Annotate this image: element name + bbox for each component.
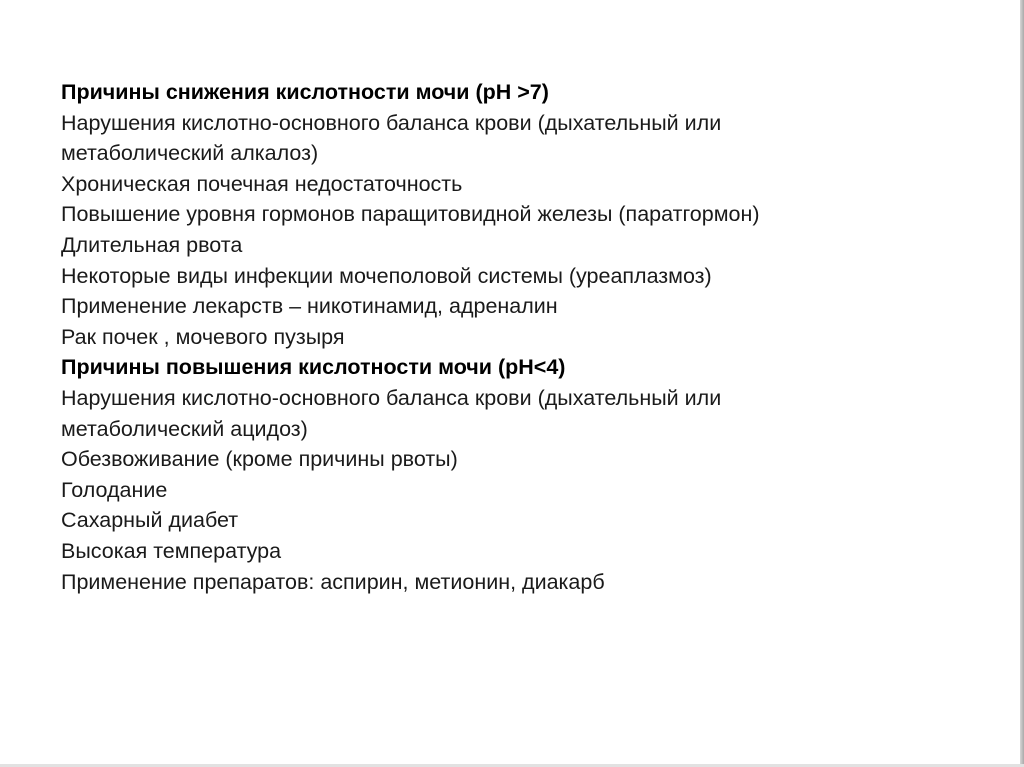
list-item: Голодание: [61, 477, 168, 502]
list-item: Рак почек , мочевого пузыря: [61, 324, 345, 349]
slide-edge-right: [1020, 0, 1024, 767]
list-item: Высокая температура: [61, 538, 282, 563]
list-item: метаболический ацидоз): [61, 416, 308, 441]
list-item: Некоторые виды инфекции мочеполовой системы (уреаплазмоз): [61, 263, 712, 288]
list-item: Применение лекарств – никотинамид, адреналин: [61, 294, 558, 319]
list-item: Хроническая почечная недостаточность: [61, 171, 463, 196]
list-item: Повышение уровня гормонов паращитовидной железы (паратгормон): [61, 202, 760, 227]
list-item: Сахарный диабет: [61, 508, 239, 533]
section-heading: Причины повышения кислотности мочи (pH<4): [61, 355, 566, 380]
list-item: Применение препаратов: аспирин, метионин, диакарб: [61, 569, 605, 594]
section-heading: Причины снижения кислотности мочи (pH >7): [61, 80, 549, 104]
list-item: Нарушения кислотно-основного баланса крови (дыхательный или: [61, 385, 722, 410]
section-acidic: [61, 352, 961, 597]
slide-content: [61, 77, 961, 597]
section-alkaline: [61, 77, 961, 352]
list-item: Нарушения кислотно-основного баланса крови (дыхательный или: [61, 110, 722, 135]
list-item: Обезвоживание (кроме причины рвоты): [61, 447, 458, 472]
list-item: метаболический алкалоз): [61, 141, 319, 166]
list-item: Длительная рвота: [61, 232, 243, 257]
